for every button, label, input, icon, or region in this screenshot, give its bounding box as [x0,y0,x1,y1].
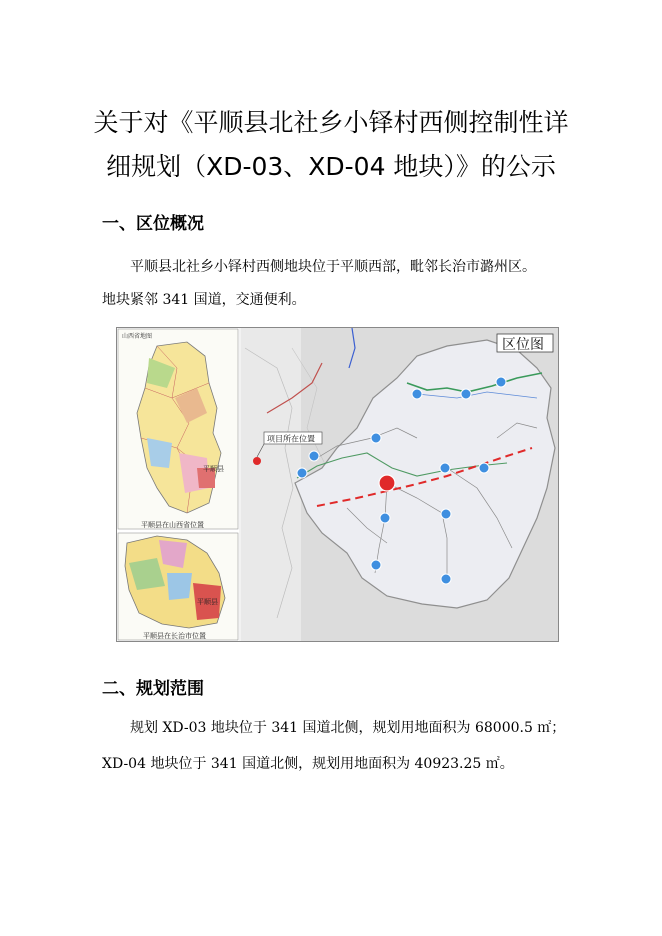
section-2-heading: 二、规划范围 [102,679,204,699]
project-location-marker [253,457,261,465]
location-map-svg [117,328,558,641]
shanxi-inset-title: 山西省地图 [122,333,153,340]
section-1-paragraph-line-2: 地块紧邻 341 国道，交通便利。 [102,292,306,308]
project-location-label: 项目所在位置 [267,434,315,444]
county-seat-marker [379,475,395,491]
map-title: 区位图 [502,337,544,353]
section-2-paragraph-line-1: 规划 XD-03 地块位于 341 国道北侧，规划用地面积为 68000.5 ㎡； [130,720,566,736]
shanxi-inset-county-label: 平顺县 [203,465,224,473]
changzhi-inset-caption: 平顺县在长治市位置 [143,632,206,640]
section-1-paragraph-line-1: 平顺县北社乡小铎村西侧地块位于平顺西部，毗邻长治市潞州区。 [130,259,536,275]
changzhi-inset-county-label: 平顺县 [197,598,218,606]
location-map-figure [116,327,559,642]
section-2-paragraph-line-2: XD-04 地块位于 341 国道北侧，规划用地面积为 40923.25 ㎡。 [102,756,514,772]
document-title-line-1: 关于对《平顺县北社乡小铎村西侧控制性详 [93,108,569,137]
section-1-heading: 一、区位概况 [102,214,204,234]
shanxi-inset-caption: 平顺县在山西省位置 [141,521,204,529]
document-title-line-2: 细规划（XD-03、XD-04 地块）》的公示 [106,152,556,181]
